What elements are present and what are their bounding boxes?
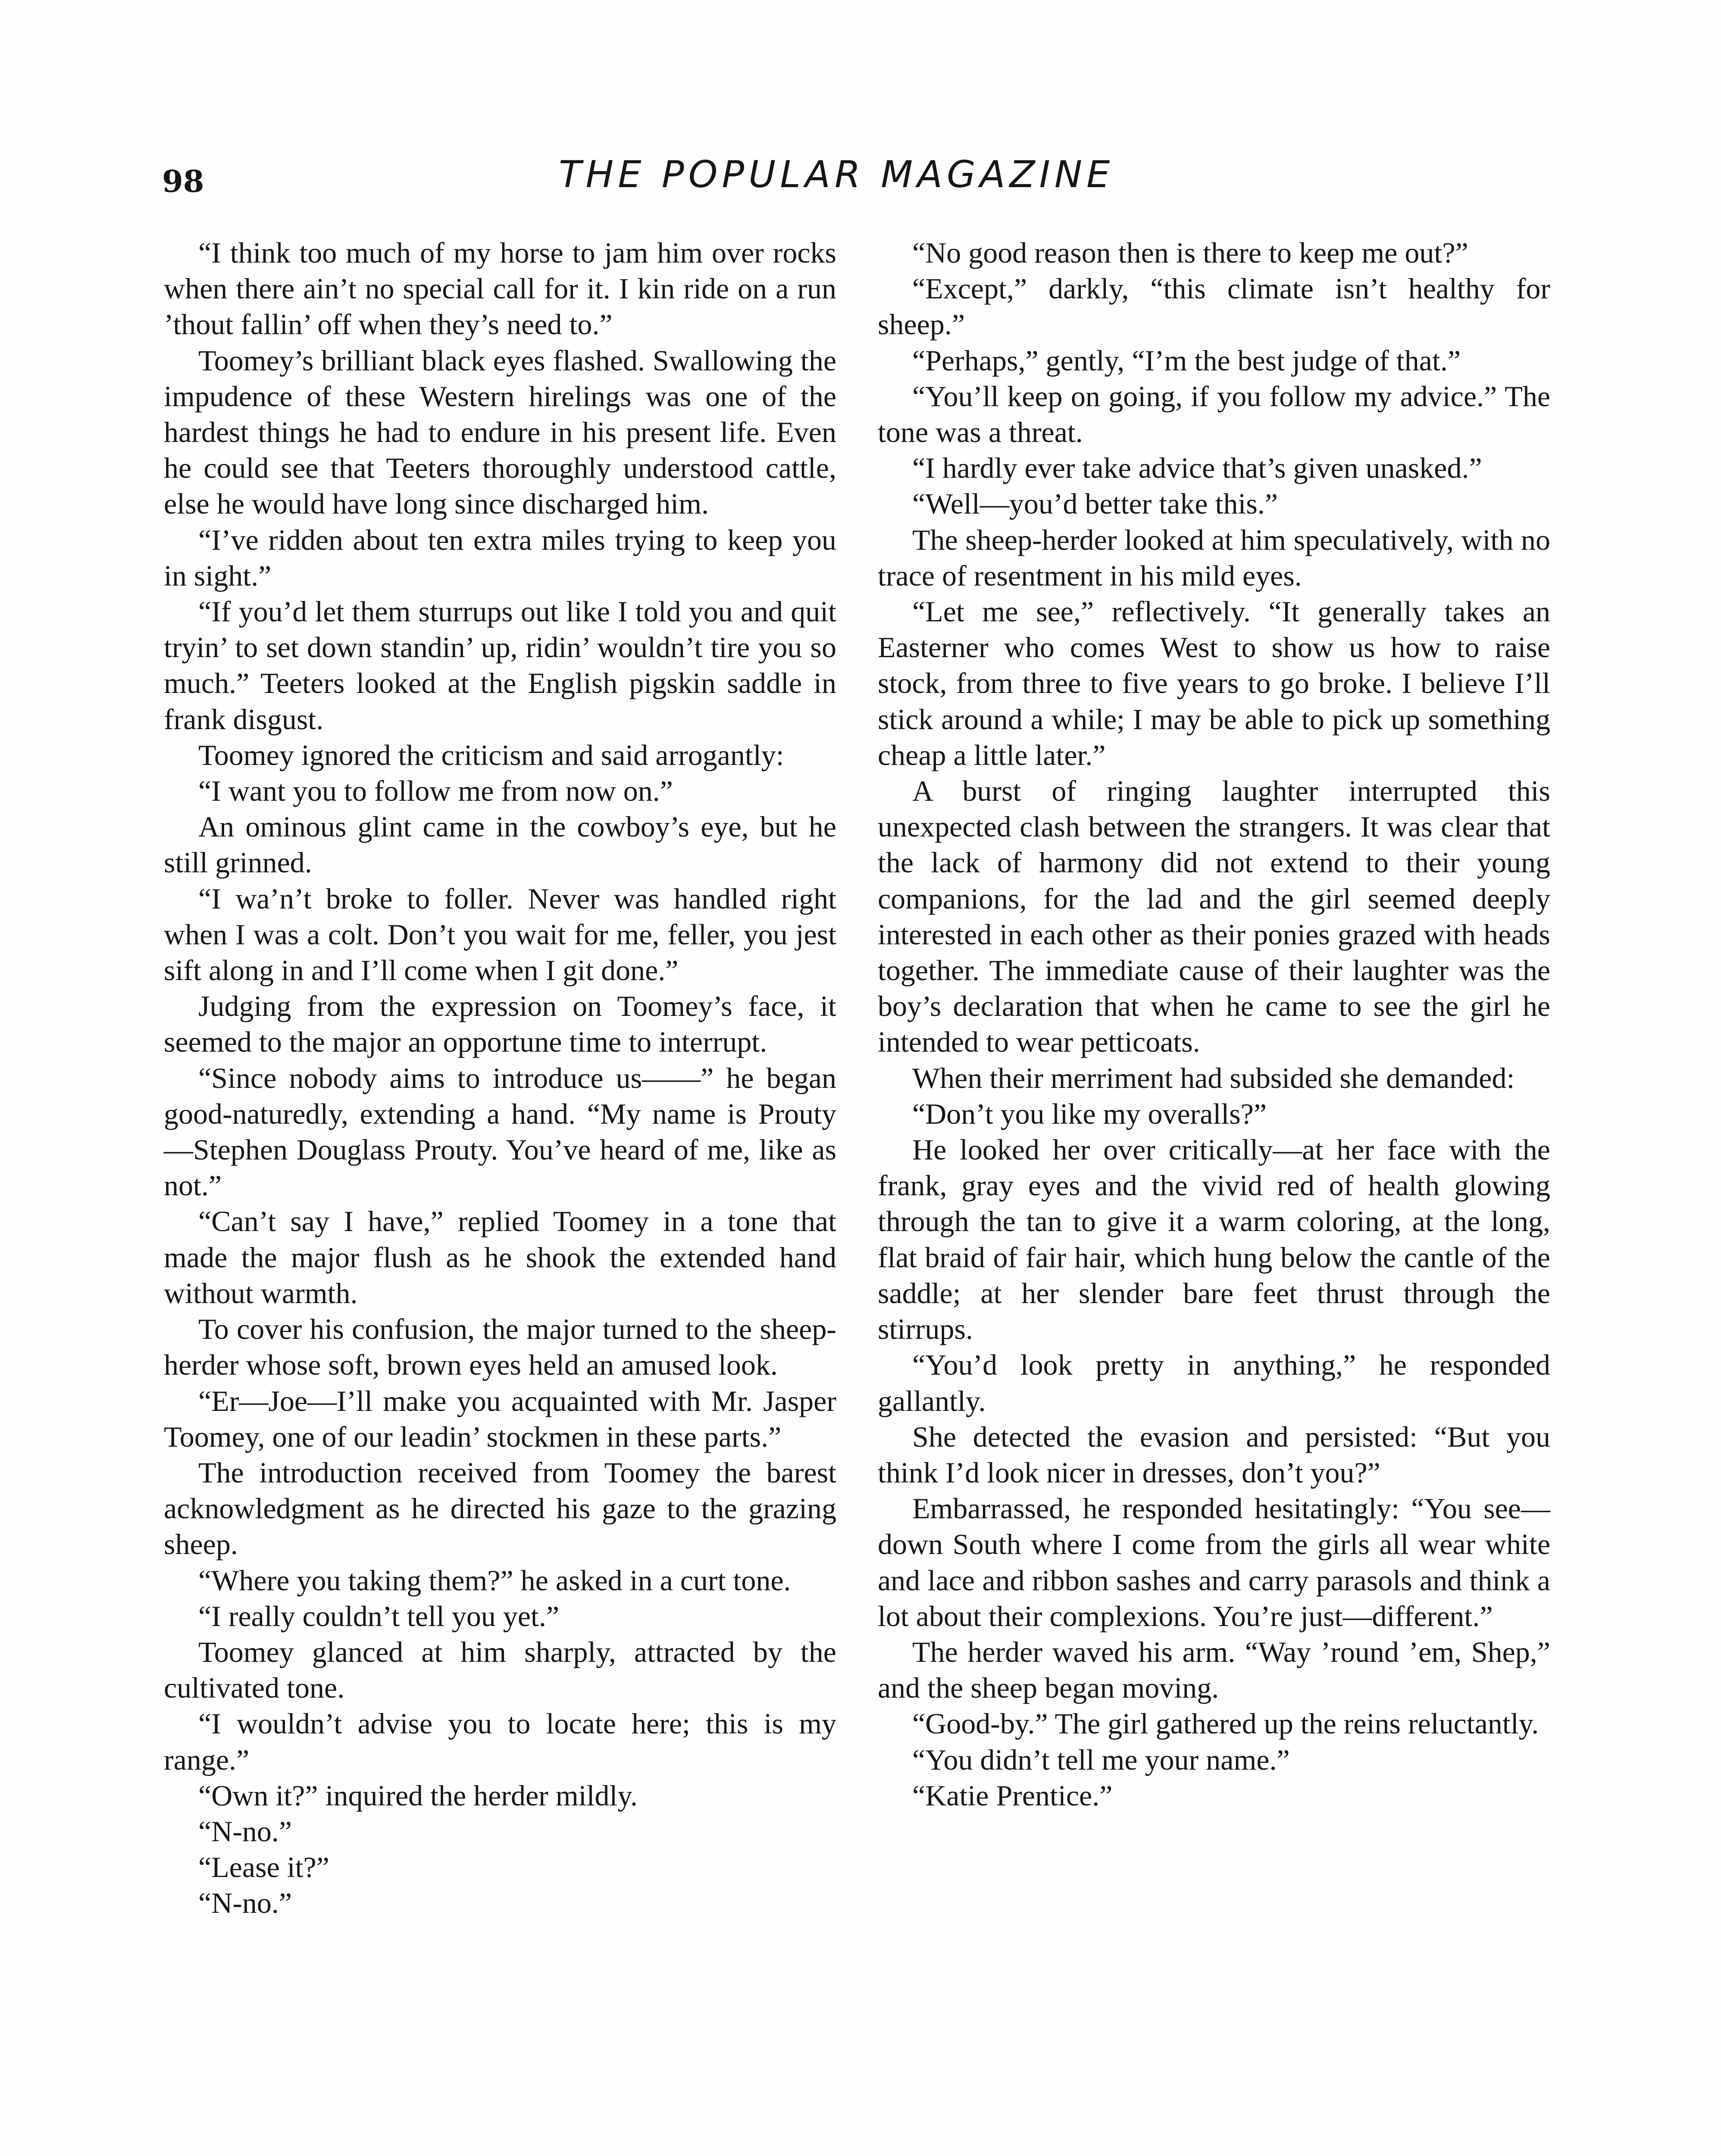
paragraph: Toomey ignored the criticism and said arrogantly: xyxy=(198,738,784,771)
page-number: 98 xyxy=(162,163,204,199)
left-column xyxy=(164,235,836,1921)
paragraph: “You’d look pretty in anything,” he responded gallantly. xyxy=(878,1348,1550,1417)
paragraph: “Can’t say I have,” replied Toomey in a tone that made the major flush as he shook the extended hand without warmth. xyxy=(164,1205,836,1310)
magazine-title: THE POPULAR MAGAZINE xyxy=(559,153,1114,196)
paragraph: “Good-by.” The girl gathered up the reins reluctantly. xyxy=(912,1707,1539,1740)
paragraph: “Er—Joe—I’ll make you acquainted with Mr. Jasper Toomey, one of our leadin’ stockmen in these parts.” xyxy=(164,1384,836,1453)
paragraph: Judging from the expression on Toomey’s face, it seemed to the major an opportune time to interrupt. xyxy=(164,990,836,1059)
paragraph: Embarrassed, he responded hesitatingly: “You see—down South where I come from the girls all wear white and lace and ribbon sashes and carry parasols and think a lot about their complexions. You’re just—different.” xyxy=(878,1492,1550,1633)
paragraph: “Own it?” inquired the herder mildly. xyxy=(198,1779,638,1812)
paragraph: “Since nobody aims to introduce us——” he began good-naturedly, extending a hand. “My name is Prouty—Stephen Douglass Prouty. You’ve heard of me, like as not.” xyxy=(164,1061,836,1202)
paragraph: “I wouldn’t advise you to locate here; this is my range.” xyxy=(164,1707,836,1776)
paragraph: “Well—you’d better take this.” xyxy=(912,487,1278,520)
paragraph: Toomey’s brilliant black eyes flashed. Swallowing the impudence of these Western hirelings was one of the hardest things he had to endure in his present life. Even he could see that Teeters thoroughly understood cattle, else he would have long since discharged him. xyxy=(164,344,836,520)
paragraph: The introduction received from Toomey the barest acknowledgment as he directed his gaze to the grazing sheep. xyxy=(164,1456,836,1561)
paragraph: “Katie Prentice.” xyxy=(912,1779,1113,1812)
paragraph: “Don’t you like my overalls?” xyxy=(912,1097,1267,1130)
paragraph: “Where you taking them?” he asked in a curt tone. xyxy=(198,1564,791,1597)
paragraph: “If you’d let them sturrups out like I told you and quit tryin’ to set down standin’ up, ridin’ wouldn’t tire you so much.” Teeters looked at the English pigskin saddle in frank disgust. xyxy=(164,595,836,736)
paragraph: “You’ll keep on going, if you follow my advice.” The tone was a threat. xyxy=(878,379,1550,449)
paragraph: “I think too much of my horse to jam him over rocks when there ain’t no special call for it. I kin ride on a run ’thout fallin’ off when they’s need to.” xyxy=(164,236,836,341)
paragraph: “N-no.” xyxy=(198,1814,292,1848)
paragraph: “Except,” darkly, “this climate isn’t healthy for sheep.” xyxy=(878,272,1550,341)
page-header xyxy=(162,153,1559,201)
paragraph: “No good reason then is there to keep me out?” xyxy=(912,236,1468,269)
paragraph: She detected the evasion and persisted: “But you think I’d look nicer in dresses, don’t you?” xyxy=(878,1420,1550,1489)
paragraph: The sheep-herder looked at him speculatively, with no trace of resentment in his mild eyes. xyxy=(878,523,1550,592)
paragraph: “Let me see,” reflectively. “It generally takes an Easterner who comes West to show us how to raise stock, from three to five years to go broke. I believe I’ll stick around a while; I may be able to pick up something cheap a little later.” xyxy=(878,595,1550,771)
paragraph: To cover his confusion, the major turned to the sheep-herder whose soft, brown eyes held an amused look. xyxy=(164,1313,836,1382)
paragraph: “Lease it?” xyxy=(198,1851,329,1884)
paragraph: The herder waved his arm. “Way ’round ’em, Shep,” and the sheep began moving. xyxy=(878,1635,1550,1705)
paragraph: “I really couldn’t tell you yet.” xyxy=(198,1599,560,1633)
paragraph: “I want you to follow me from now on.” xyxy=(198,774,673,808)
paragraph: “You didn’t tell me your name.” xyxy=(912,1743,1290,1776)
paragraph: “I hardly ever take advice that’s given unasked.” xyxy=(912,451,1482,485)
paragraph: Toomey glanced at him sharply, attracted by the cultivated tone. xyxy=(164,1635,836,1705)
right-column xyxy=(878,235,1550,1814)
paragraph: A burst of ringing laughter interrupted this unexpected clash between the strangers. It was clear that the lack of harmony did not extend to their young companions, for the lad and the girl seemed deeply interested in each other as their ponies grazed with heads together. The immediate cause of their laughter was the boy’s declaration that when he came to see the girl he intended to wear petticoats. xyxy=(878,774,1550,1059)
paragraph: An ominous glint came in the cowboy’s eye, but he still grinned. xyxy=(164,810,836,879)
paragraph: “I wa’n’t broke to foller. Never was handled right when I was a colt. Don’t you wait for me, feller, you jest sift along in and I’ll come when I git done.” xyxy=(164,882,836,987)
paragraph: “I’ve ridden about ten extra miles trying to keep you in sight.” xyxy=(164,523,836,592)
paragraph: When their merriment had subsided she demanded: xyxy=(912,1061,1515,1094)
paragraph: “N-no.” xyxy=(198,1887,292,1920)
paragraph: “Perhaps,” gently, “I’m the best judge of that.” xyxy=(912,344,1461,377)
paragraph: He looked her over critically—at her face with the frank, gray eyes and the vivid red of health glowing through the tan to give it a warm coloring, at the long, flat braid of fair hair, which hung below the cantle of the saddle; at her slender bare feet thrust through the stirrups. xyxy=(878,1133,1550,1346)
